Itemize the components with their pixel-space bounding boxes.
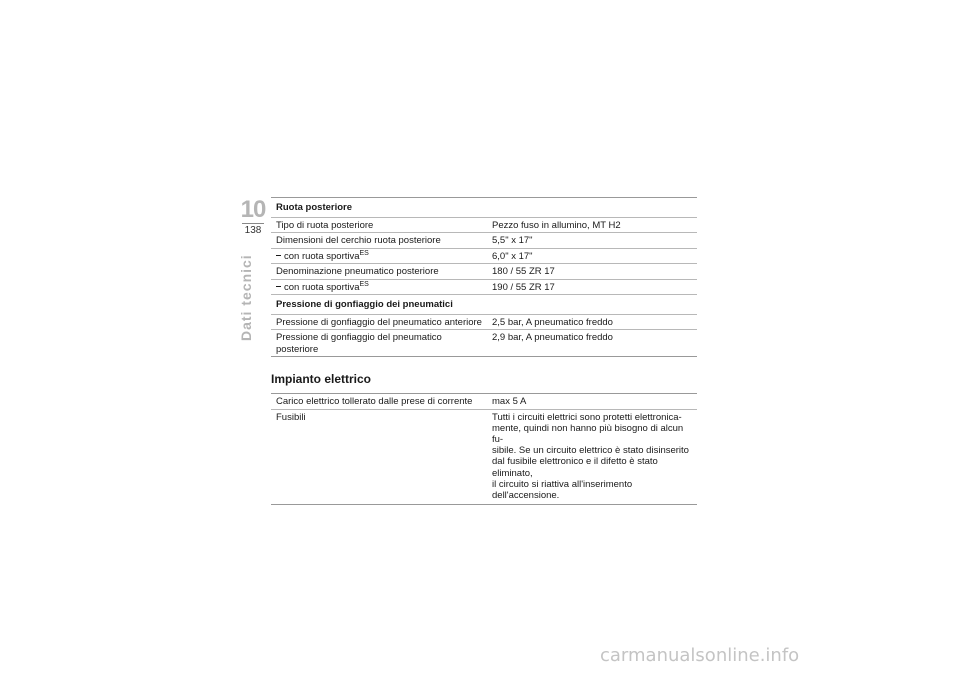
row-value: 190 / 55 ZR 17 [487,279,697,295]
table-row [271,394,697,410]
dash-icon [276,255,281,256]
row-label: Dimensioni del cerchio ruota posteriore [271,233,487,249]
row-value: 180 / 55 ZR 17 [487,264,697,280]
value-line: dal fusibile elettronico e il difetto è stato eliminato, [492,456,658,479]
table-row [271,314,697,330]
row-value: max 5 A [492,396,527,407]
chapter-number: 10 [240,196,266,223]
table-row [271,233,697,249]
row-value: 2,5 bar, A pneumatico freddo [487,314,697,330]
section-title: Impianto elettrico [271,372,372,386]
row-label: Denominazione pneumatico posteriore [271,264,487,280]
chapter-side-label: Dati tecnici [238,254,254,341]
rear-wheel-heading: Ruota posteriore [271,198,697,218]
option-code: ES [359,249,369,257]
row-label: con ruota sportiva [284,250,360,262]
table-row [271,330,697,357]
table-row [271,264,697,280]
option-code: ES [359,280,369,288]
dash-icon [276,286,281,287]
row-label: con ruota sportiva [284,281,360,293]
row-value: 6,0" x 17" [487,248,697,264]
value-line: il circuito si riattiva all'inserimento dell'accensione. [492,478,633,501]
value-line: Tutti i circuiti elettrici sono protetti elettronica- [492,411,682,423]
row-label: Carico elettrico tollerato dalle prese di corrente [276,396,473,407]
chapter-rule [242,223,264,224]
table-heading-row [271,295,697,315]
table-row [271,248,697,264]
row-label: Pressione di gonfiaggio del pneumatico anteriore [271,314,487,330]
row-label: Tipo di ruota posteriore [271,217,487,233]
row-value-multiline [487,409,697,505]
content [271,197,697,505]
table-heading-row [271,198,697,218]
row-label: Pressione di gonfiaggio del pneumatico posteriore [271,330,487,357]
row-label-sub [271,248,487,264]
table-row [271,279,697,295]
row-value: Pezzo fuso in allumino, MT H2 [487,217,697,233]
row-label: Fusibili [271,409,487,505]
table-row [271,409,697,505]
specs-table [271,197,697,357]
row-value: 5,5" x 17" [487,233,697,249]
tire-pressure-heading: Pressione di gonfiaggio dei pneumatici [271,295,697,315]
watermark: carmanualsonline.info [600,645,800,666]
row-label-sub [271,279,487,295]
electrical-table [271,393,697,505]
value-line: mente, quindi non hanno più bisogno di alcun fu- [492,422,684,445]
row-value: 2,9 bar, A pneumatico freddo [487,330,697,357]
value-line: sibile. Se un circuito elettrico è stato disinserito [492,445,689,457]
page-number: 138 [244,225,262,236]
table-row [271,217,697,233]
